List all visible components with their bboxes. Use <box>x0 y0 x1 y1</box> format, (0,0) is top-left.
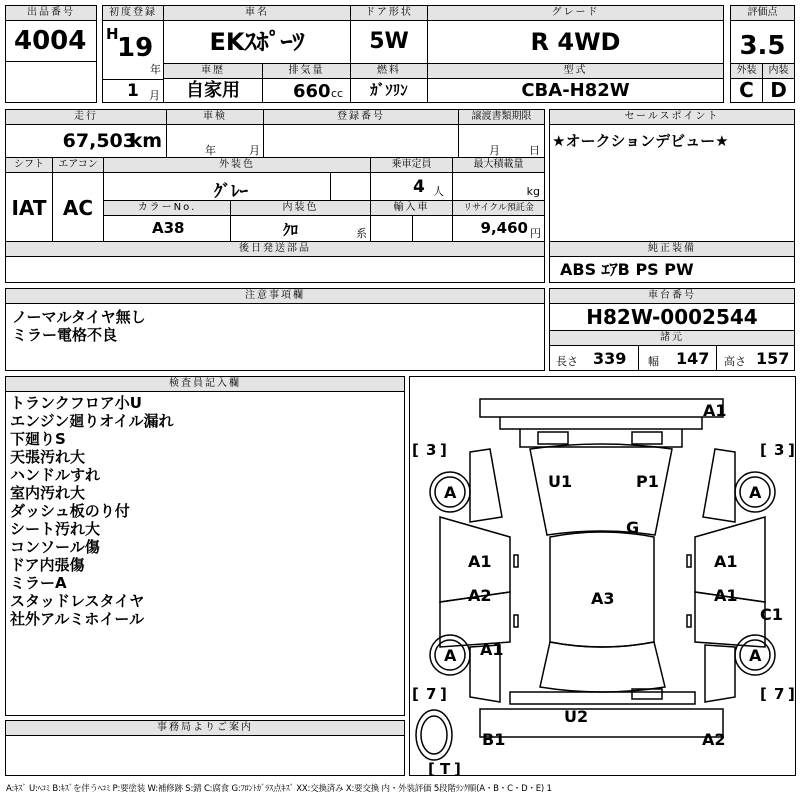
interior-color: ｸﾛ <box>283 221 299 239</box>
inspector-body <box>5 391 405 716</box>
code-trunk: U2 <box>564 707 589 726</box>
sales-point-header: セールスポイント <box>549 109 795 125</box>
shift-header: シフト <box>5 157 53 173</box>
divider <box>638 346 639 370</box>
tread-bracket: ] <box>440 685 447 703</box>
divider <box>330 173 331 200</box>
mileage-header: 走行 <box>5 109 167 125</box>
height-label: 高さ <box>724 355 746 368</box>
tread-bracket: ] <box>440 441 447 459</box>
inspector-line: シート汚れ大 <box>10 520 101 538</box>
interior-grade-header: 内装 <box>762 63 795 79</box>
handle-rr <box>687 615 691 627</box>
handle-rl <box>514 615 518 627</box>
model: CBA-H82W <box>427 78 724 103</box>
inspector-line: 社外アルミホイール <box>10 610 145 628</box>
color-no-header: カラーNo. <box>103 200 231 216</box>
mileage-unit: km <box>129 130 162 152</box>
lot-no-blank <box>5 61 97 103</box>
length-label: 長さ <box>556 355 578 368</box>
history: 自家用 <box>163 78 263 103</box>
trunk-lip-shape <box>510 692 695 704</box>
reg-year-unit: 年 <box>150 63 161 76</box>
damage-diagram <box>409 376 796 776</box>
note-line: ノーマルタイヤ無し <box>12 308 146 326</box>
exterior-grade-header: 外装 <box>730 63 763 79</box>
rear-parts-header: 後日発送部品 <box>5 241 545 257</box>
office-header: 事務局よりご案内 <box>5 720 405 736</box>
exterior-color: ｸﾞﾚｰ <box>214 182 248 201</box>
office-body <box>5 735 405 776</box>
sales-point: ★オークションデビュー★ <box>552 132 729 150</box>
tread-bracket: ] <box>454 760 461 775</box>
shift: IAT <box>5 172 53 242</box>
code-roof2: P1 <box>636 472 659 491</box>
mileage: 67,503 <box>62 130 136 152</box>
handle-fl <box>514 555 518 567</box>
score: 3.5 <box>730 20 795 64</box>
reg-month: 1 <box>127 81 139 101</box>
divider <box>412 216 413 241</box>
tread-bracket: ] <box>788 685 795 703</box>
notes-header: 注意事項欄 <box>5 288 545 304</box>
first-reg-month-cell <box>102 79 164 103</box>
wiper-left-shape <box>538 432 568 444</box>
tread-bracket: [ <box>760 441 767 459</box>
recycle-unit: 円 <box>530 227 541 240</box>
code-glass: G <box>626 518 640 537</box>
era: H <box>106 25 119 43</box>
rear-parts-cell <box>5 256 545 283</box>
inspection-header: 車検 <box>166 109 264 125</box>
grade-header: グレード <box>427 5 724 21</box>
code-tyre-rr: A <box>749 646 762 665</box>
transfer-cell <box>458 124 545 158</box>
lot-no-header: 出品番号 <box>5 5 97 21</box>
tread-rr: 7 <box>774 685 785 703</box>
code-door-rr: A1 <box>714 586 738 605</box>
tread-spare: T <box>440 760 451 775</box>
interior-color-cell <box>230 215 371 242</box>
inspection-month-unit: 月 <box>249 144 260 157</box>
inspection-cell <box>166 124 264 158</box>
tread-rl: 7 <box>426 685 437 703</box>
divider <box>716 346 717 370</box>
exterior-color-header: 外装色 <box>103 157 371 173</box>
recycle: 9,460 <box>480 219 528 237</box>
capacity: 4 <box>413 177 425 197</box>
front-fender-left <box>470 449 502 522</box>
code-rear-fender-r: C1 <box>760 605 783 624</box>
aircon-header: エアコン <box>52 157 104 173</box>
tread-fr: 3 <box>774 441 785 459</box>
import-header: 輸入車 <box>370 200 453 216</box>
inspector-line: トランクフロア小U <box>10 394 142 412</box>
code-rear-bumper-l: B1 <box>482 730 506 749</box>
max-load-header: 最大積載量 <box>452 157 545 173</box>
specs-header: 諸元 <box>549 330 795 346</box>
inspector-line: ミラーA <box>10 574 67 592</box>
first-reg-header: 初度登録 <box>102 5 164 21</box>
capacity-header: 乗車定員 <box>370 157 453 173</box>
length: 339 <box>593 349 627 368</box>
code-tyre-rl: A <box>444 646 457 665</box>
import-cell <box>370 215 453 242</box>
displacement: 660 <box>293 81 331 102</box>
spare-tyre-inner <box>421 716 447 754</box>
interior-color-header: 内装色 <box>230 200 371 216</box>
chassis-number: H82W-0002544 <box>549 303 795 331</box>
interior-color-unit: 系 <box>356 227 367 240</box>
inspector-line: ドア内張傷 <box>10 556 85 574</box>
rear-fender-right <box>705 645 735 702</box>
exterior-grade: C <box>730 78 763 103</box>
legend: A:ｷｽﾞ U:ﾍｺﾐ B:ｷｽﾞを伴うﾍｺﾐ P:要塗装 W:補修跡 S:錆 C:腐食 G:ﾌﾛﾝﾄｶﾞﾗｽ点ｷｽﾞ XX:交換済み X:要交換 内・外装評価 5段階ﾗﾝｸ順(A・B・C・D・E) 1 <box>6 784 552 794</box>
reg-month-unit: 月 <box>149 89 160 102</box>
grade: R 4WD <box>427 20 724 64</box>
chassis-header: 車台番号 <box>549 288 795 304</box>
rear-bumper-shape <box>480 709 723 737</box>
rear-window-shape <box>540 642 665 692</box>
inspector-line: ダッシュ板のり付 <box>10 502 130 520</box>
tread-bracket: [ <box>412 685 419 703</box>
car-diagram-svg <box>410 377 795 775</box>
door: 5W <box>350 20 428 64</box>
recycle-cell <box>452 215 545 242</box>
score-header: 評価点 <box>730 5 795 21</box>
equipment: ABS ｴｱB PS PW <box>549 256 795 283</box>
code-door-fl: A1 <box>468 552 492 571</box>
car-name-header: 車名 <box>163 5 351 21</box>
front-bumper-shape <box>480 399 723 417</box>
displacement-cell <box>262 78 351 103</box>
inspector-line: エンジン廻りオイル漏れ <box>10 412 174 430</box>
exterior-color-cell <box>103 172 371 201</box>
recycle-header: リサイクル預託金 <box>452 200 545 216</box>
history-header: 車歴 <box>163 63 263 79</box>
equipment-header: 純正装備 <box>549 241 795 257</box>
reg-no-cell <box>263 124 459 158</box>
transfer-day-unit: 日 <box>529 144 540 157</box>
code-tyre-fl: A <box>444 483 457 502</box>
capacity-unit: 人 <box>433 185 444 198</box>
code-door-fr: A1 <box>714 552 738 571</box>
inspector-line: 下廻りS <box>10 430 66 448</box>
hood-front-shape <box>500 417 702 429</box>
aircon: AC <box>52 172 104 242</box>
inspection-year-unit: 年 <box>205 144 216 157</box>
tread-bracket: [ <box>412 441 419 459</box>
notes-body <box>5 303 545 371</box>
note-line: ミラー電格不良 <box>12 326 118 344</box>
color-no: A38 <box>103 215 231 242</box>
inspector-line: 天張汚れ大 <box>10 448 86 466</box>
interior-grade: D <box>762 78 795 103</box>
fuel: ｶﾞｿﾘﾝ <box>350 78 428 103</box>
model-header: 型式 <box>427 63 724 79</box>
max-load-cell <box>452 172 545 201</box>
door-header: ドア形状 <box>350 5 428 21</box>
code-front-bumper: A1 <box>703 401 727 420</box>
reg-no-header: 登録番号 <box>263 109 459 125</box>
reg-year: 19 <box>117 33 154 63</box>
code-rear-bumper-r: A2 <box>702 730 726 749</box>
specs-cell <box>549 345 795 371</box>
handle-fr <box>687 555 691 567</box>
inspector-line: スタッドレスタイヤ <box>10 592 145 610</box>
car-name: EKｽﾎﾟｰﾂ <box>163 20 351 64</box>
height: 157 <box>756 349 790 368</box>
width: 147 <box>676 349 710 368</box>
mileage-cell <box>5 124 167 158</box>
displacement-header: 排気量 <box>262 63 351 79</box>
code-rear-fender-l: A1 <box>480 640 504 659</box>
tread-bracket: [ <box>428 760 435 775</box>
width-label: 幅 <box>648 355 659 368</box>
transfer-header: 譲渡書類期限 <box>458 109 545 125</box>
tread-bracket: ] <box>788 441 795 459</box>
displacement-unit: cc <box>331 87 344 100</box>
tread-bracket: [ <box>760 685 767 703</box>
inspector-line: コンソール傷 <box>10 538 100 556</box>
fuel-header: 燃料 <box>350 63 428 79</box>
transfer-month-unit: 月 <box>489 144 500 157</box>
lot-no: 4004 <box>5 20 97 62</box>
first-reg-cell <box>102 20 164 80</box>
tread-fl: 3 <box>426 441 437 459</box>
code-center: A3 <box>591 589 615 608</box>
inspector-header: 検査員記入欄 <box>5 376 405 392</box>
max-load-unit: kg <box>526 185 540 198</box>
inspector-line: ハンドルすれ <box>10 466 101 484</box>
code-roof: U1 <box>548 472 573 491</box>
code-tyre-fr: A <box>749 483 762 502</box>
inspector-line: 室内汚れ大 <box>10 484 86 502</box>
front-fender-right <box>703 449 735 522</box>
sales-point-cell <box>549 124 795 242</box>
wiper-right-shape <box>632 432 662 444</box>
code-door-rl: A2 <box>468 586 492 605</box>
capacity-cell <box>370 172 453 201</box>
